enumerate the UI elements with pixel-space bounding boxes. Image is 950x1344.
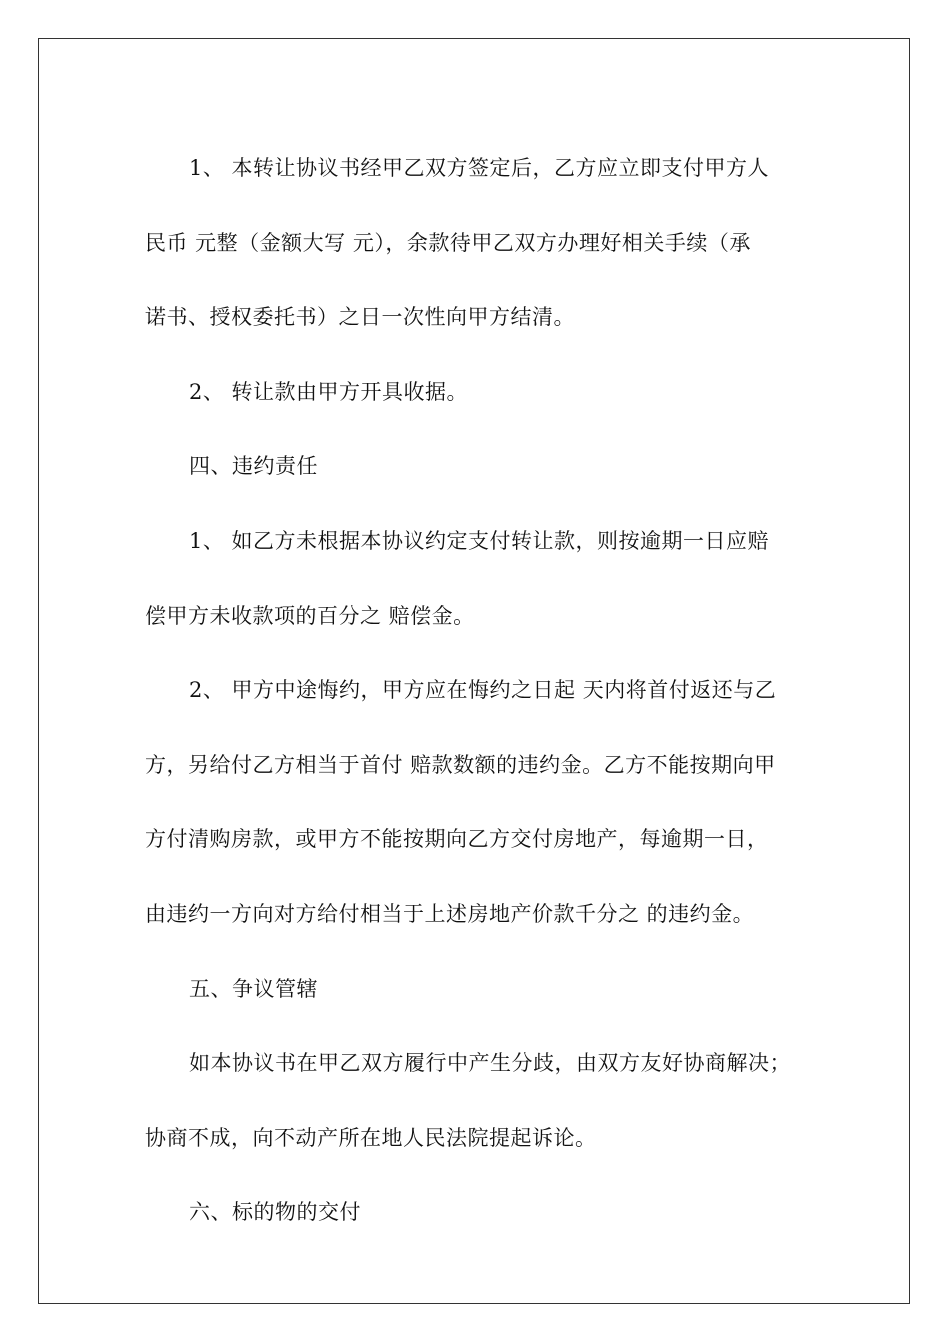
document-body [145, 131, 810, 1250]
paragraph-line: 2、 甲方中途悔约，甲方应在悔约之日起 天内将首付返还与乙 [189, 678, 777, 703]
paragraph-line: 2、 转让款由甲方开具收据。 [189, 379, 469, 404]
paragraph-line: 1、 如乙方未根据本协议约定支付转让款，则按逾期一日应赔 [189, 528, 770, 553]
paragraph-line: 民币 元整（金额大写 元），余款待甲乙双方办理好相关手续（承 [145, 230, 751, 255]
section-heading: 四、违约责任 [189, 454, 318, 479]
section-heading: 六、标的物的交付 [189, 1200, 361, 1225]
paragraph-line: 偿甲方未收款项的百分之 赔偿金。 [145, 603, 475, 628]
paragraph-line: 如本协议书在甲乙双方履行中产生分歧，由双方友好协商解决； [189, 1051, 791, 1076]
section-heading: 五、争议管辖 [189, 976, 318, 1001]
paragraph-line: 由违约一方向对方给付相当于上述房地产价款千分之 的违约金。 [145, 901, 755, 926]
paragraph-line: 1、 本转让协议书经甲乙双方签定后，乙方应立即支付甲方人 [189, 156, 770, 180]
paragraph-line: 方，另给付乙方相当于首付 赔款数额的违约金。乙方不能按期向甲 [145, 752, 776, 777]
paragraph-line: 方付清购房款，或甲方不能按期向乙方交付房地产，每逾期一日， [145, 827, 769, 852]
paragraph-line: 协商不成，向不动产所在地人民法院提起诉论。 [145, 1125, 597, 1150]
paragraph-line: 诺书、授权委托书）之日一次性向甲方结清。 [145, 305, 575, 330]
